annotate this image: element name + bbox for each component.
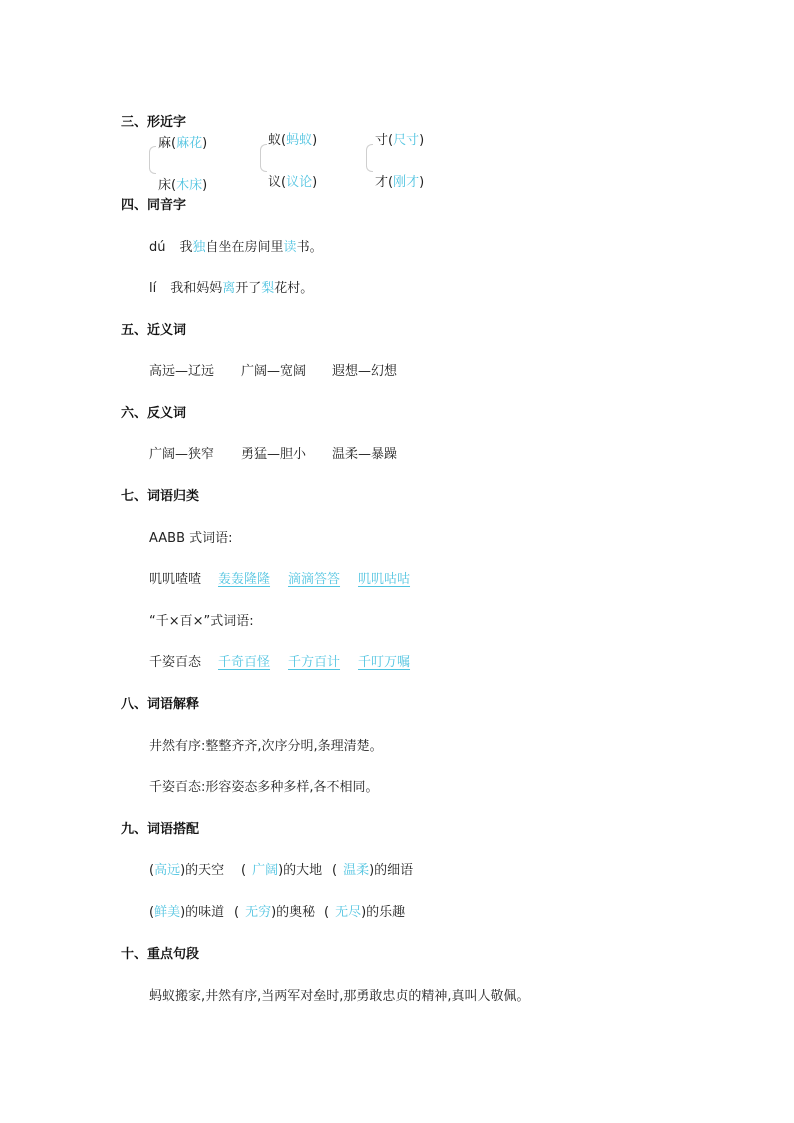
section-title-word-explanation: 八、词语解释	[121, 697, 200, 712]
classification-example: 叽叽喳喳	[149, 572, 202, 587]
antonym-pair: 广阔—狭窄	[149, 447, 215, 462]
collocation-item: ( 温柔)的细语	[332, 863, 414, 878]
homophone-line: lí 我和妈妈离开了梨花村。	[149, 281, 314, 296]
key-passage-text: 蚂蚁搬家,井然有序,当两军对垒时,那勇敢忠贞的精神,真叫人敬佩。	[149, 989, 530, 1004]
antonym-pair: 温柔—暴躁	[332, 447, 398, 462]
classification-answer: 轰轰隆隆	[218, 572, 271, 587]
collocation-item: ( 无穷)的奥秘	[234, 905, 316, 920]
section-title-antonyms: 六、反义词	[121, 406, 187, 421]
classification-subheading: “千×百×”式词语:	[149, 614, 254, 629]
section-title-homophones: 四、同音字	[121, 198, 187, 213]
classification-answer: 千奇百怪	[218, 655, 271, 670]
brace-group-2	[260, 144, 267, 172]
brace-group-1	[149, 146, 156, 174]
similar-char-item: 才(刚才)	[375, 175, 425, 190]
section-title-word-collocation: 九、词语搭配	[121, 822, 200, 837]
section-title-synonyms: 五、近义词	[121, 323, 187, 338]
collocation-item: ( 无尽)的乐趣	[324, 905, 406, 920]
similar-char-item: 蚁(蚂蚁)	[268, 133, 318, 148]
classification-answer: 千叮万嘱	[358, 655, 411, 670]
similar-char-item: 麻(麻花)	[158, 136, 208, 151]
classification-answer: 千方百计	[288, 655, 341, 670]
synonym-pair: 高远—辽远	[149, 364, 215, 379]
similar-char-item: 议(议论)	[268, 175, 318, 190]
brace-group-3	[366, 144, 373, 172]
homophone-line: dú 我独自坐在房间里读书。	[149, 240, 323, 255]
synonym-pair: 广阔—宽阔	[241, 364, 307, 379]
classification-answer: 滴滴答答	[288, 572, 341, 587]
antonym-pair: 勇猛—胆小	[241, 447, 307, 462]
explanation-line: 千姿百态:形容姿态多种多样,各不相同。	[149, 780, 379, 795]
classification-subheading: AABB 式词语:	[149, 531, 233, 546]
explanation-line: 井然有序:整整齐齐,次序分明,条理清楚。	[149, 739, 383, 754]
classification-answer: 叽叽咕咕	[358, 572, 411, 587]
collocation-item: (高远)的天空	[149, 863, 225, 878]
synonym-pair: 遐想—幻想	[332, 364, 398, 379]
similar-char-item: 床(木床)	[158, 178, 208, 193]
similar-char-item: 寸(尺寸)	[375, 133, 425, 148]
collocation-item: (鲜美)的味道	[149, 905, 225, 920]
section-title-word-classification: 七、词语归类	[121, 489, 200, 504]
collocation-item: ( 广阔)的大地	[241, 863, 323, 878]
section-title-similar-chars: 三、形近字	[121, 115, 187, 130]
classification-example: 千姿百态	[149, 655, 202, 670]
section-title-key-passage: 十、重点句段	[121, 947, 200, 962]
